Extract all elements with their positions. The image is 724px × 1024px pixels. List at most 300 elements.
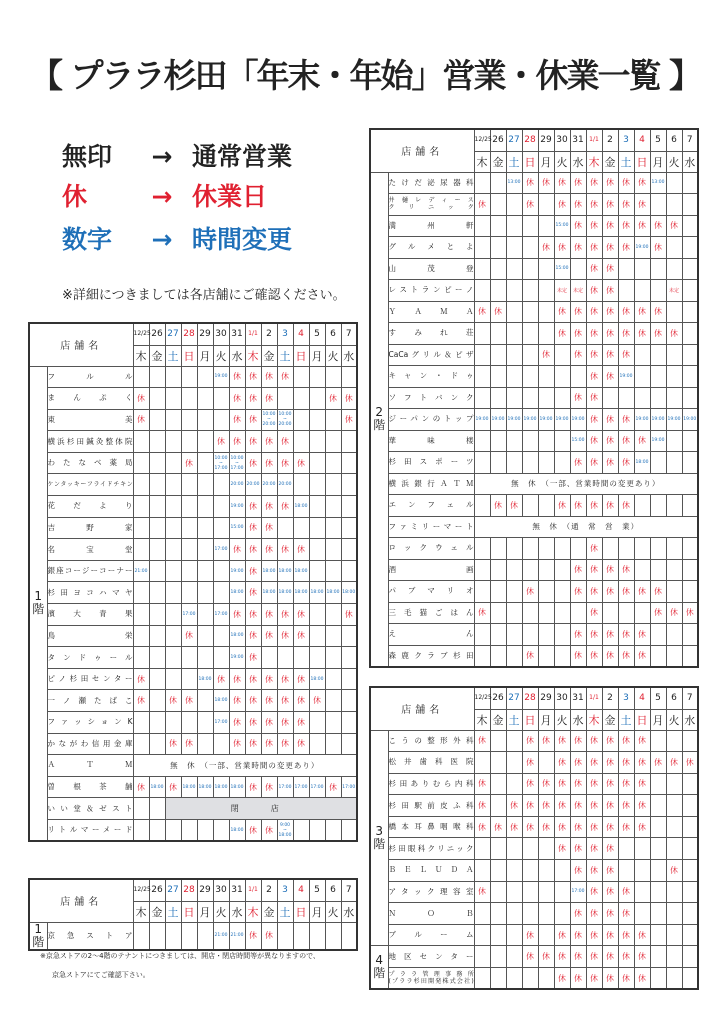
time-change-cell: 18:00 bbox=[181, 776, 197, 798]
holiday-cell: 休 bbox=[586, 795, 602, 817]
normal-cell bbox=[538, 538, 554, 560]
holiday-cell: 休 bbox=[602, 903, 618, 925]
normal-cell bbox=[506, 752, 522, 774]
date-header: 6 bbox=[666, 687, 682, 709]
normal-cell bbox=[650, 645, 666, 667]
holiday-cell: 休 bbox=[650, 581, 666, 603]
normal-cell bbox=[293, 431, 309, 453]
normal-cell bbox=[181, 582, 197, 604]
normal-cell bbox=[650, 258, 666, 280]
holiday-cell: 休 bbox=[602, 730, 618, 752]
store-name: Ｙ Ａ Ｍ Ａ bbox=[388, 301, 474, 323]
date-header: 28 bbox=[181, 323, 197, 345]
footnote: 京急ストアにてご確認下さい。 bbox=[52, 971, 150, 979]
normal-cell bbox=[149, 431, 165, 453]
normal-cell bbox=[197, 647, 213, 669]
normal-cell bbox=[618, 280, 634, 302]
normal-cell bbox=[341, 560, 357, 582]
normal-cell bbox=[554, 344, 570, 366]
normal-cell bbox=[554, 624, 570, 646]
normal-cell bbox=[213, 625, 229, 647]
store-name: アタック理容室 bbox=[388, 881, 474, 903]
normal-cell bbox=[634, 495, 650, 517]
normal-cell bbox=[325, 922, 341, 950]
table-row bbox=[29, 625, 357, 647]
normal-cell bbox=[181, 668, 197, 690]
weekday-header: 木 bbox=[586, 151, 602, 172]
normal-cell bbox=[149, 539, 165, 561]
holiday-cell: 休 bbox=[618, 795, 634, 817]
store-name-header: 店舗名 bbox=[29, 323, 133, 366]
normal-cell bbox=[474, 860, 490, 882]
normal-cell bbox=[602, 602, 618, 624]
normal-cell bbox=[490, 366, 506, 388]
normal-cell bbox=[325, 496, 341, 518]
holiday-cell: 休 bbox=[181, 733, 197, 755]
weekday-header: 火 bbox=[213, 901, 229, 922]
normal-cell bbox=[149, 647, 165, 669]
date-header: 7 bbox=[682, 687, 698, 709]
weekday-header: 火 bbox=[213, 345, 229, 366]
time-change-cell: 9:00 ~ 18:00 bbox=[277, 819, 293, 841]
normal-cell bbox=[165, 474, 181, 496]
normal-cell bbox=[506, 730, 522, 752]
holiday-cell: 休 bbox=[133, 409, 149, 431]
time-change-cell: 17:00 bbox=[341, 776, 357, 798]
normal-cell bbox=[341, 496, 357, 518]
normal-cell bbox=[293, 409, 309, 431]
holiday-cell: 休 bbox=[586, 215, 602, 237]
holiday-cell: 休 bbox=[634, 581, 650, 603]
holiday-cell: 休 bbox=[570, 838, 586, 860]
holiday-cell: 休 bbox=[602, 301, 618, 323]
normal-cell bbox=[309, 560, 325, 582]
floor-label: 2 階 bbox=[370, 172, 388, 667]
holiday-cell: 休 bbox=[570, 237, 586, 259]
holiday-cell: 休 bbox=[586, 237, 602, 259]
time-change-cell: 17:00 bbox=[213, 539, 229, 561]
normal-cell bbox=[506, 946, 522, 968]
normal-cell bbox=[133, 517, 149, 539]
normal-cell bbox=[165, 452, 181, 474]
holiday-cell: 休 bbox=[277, 496, 293, 518]
normal-cell bbox=[341, 922, 357, 950]
weekday-header: 月 bbox=[197, 345, 213, 366]
normal-cell bbox=[181, 647, 197, 669]
normal-cell bbox=[474, 903, 490, 925]
normal-cell bbox=[474, 172, 490, 194]
holiday-cell: 休 bbox=[245, 647, 261, 669]
date-header: 27 bbox=[165, 879, 181, 901]
holiday-cell: 休 bbox=[634, 323, 650, 345]
normal-cell bbox=[506, 301, 522, 323]
weekday-header: 月 bbox=[650, 151, 666, 172]
holiday-cell: 休 bbox=[261, 517, 277, 539]
page-title: 【 プララ杉田「年末・年始」営業・休業一覧 】 bbox=[30, 56, 700, 95]
normal-cell bbox=[522, 860, 538, 882]
holiday-cell: 休 bbox=[618, 968, 634, 990]
time-change-cell: 10:00 ~ 17:00 bbox=[229, 452, 245, 474]
holiday-cell: 休 bbox=[602, 495, 618, 517]
holiday-cell: 休 bbox=[474, 301, 490, 323]
normal-cell bbox=[490, 538, 506, 560]
normal-cell bbox=[474, 323, 490, 345]
date-header: 27 bbox=[165, 323, 181, 345]
holiday-cell: 休 bbox=[634, 172, 650, 194]
holiday-cell: 休 bbox=[602, 409, 618, 431]
holiday-cell: 休 bbox=[602, 860, 618, 882]
store-name: タンドゥール bbox=[47, 647, 133, 669]
date-header: 6 bbox=[325, 879, 341, 901]
normal-cell bbox=[666, 194, 682, 216]
normal-cell bbox=[197, 539, 213, 561]
time-change-cell: 10:00 ~ 17:00 bbox=[213, 452, 229, 474]
holiday-cell: 休 bbox=[586, 387, 602, 409]
table-row bbox=[370, 430, 698, 452]
normal-cell bbox=[538, 881, 554, 903]
holiday-cell: 休 bbox=[341, 604, 357, 626]
legend-value: 休業日 bbox=[192, 182, 268, 211]
holiday-cell: 休 bbox=[586, 323, 602, 345]
normal-cell bbox=[650, 194, 666, 216]
holiday-cell: 休 bbox=[261, 712, 277, 734]
time-change-cell: 18:00 bbox=[325, 582, 341, 604]
normal-cell bbox=[325, 431, 341, 453]
normal-cell bbox=[682, 258, 698, 280]
holiday-cell: 休 bbox=[522, 645, 538, 667]
time-change-cell: 18:00 bbox=[229, 776, 245, 798]
weekday-header: 日 bbox=[522, 151, 538, 172]
holiday-cell: 休 bbox=[618, 752, 634, 774]
table-row bbox=[29, 690, 357, 712]
holiday-cell: 休 bbox=[165, 690, 181, 712]
store-name: 酒 画 bbox=[388, 559, 474, 581]
normal-cell bbox=[682, 816, 698, 838]
normal-cell bbox=[650, 860, 666, 882]
normal-cell bbox=[634, 366, 650, 388]
holiday-cell: 休 bbox=[181, 690, 197, 712]
holiday-cell: 休 bbox=[618, 237, 634, 259]
time-change-cell: 未定 bbox=[570, 280, 586, 302]
normal-cell bbox=[650, 968, 666, 990]
normal-cell bbox=[490, 215, 506, 237]
holiday-cell: 休 bbox=[666, 215, 682, 237]
holiday-cell: 休 bbox=[277, 604, 293, 626]
table-row bbox=[29, 776, 357, 798]
table-row bbox=[370, 624, 698, 646]
holiday-cell: 休 bbox=[586, 602, 602, 624]
normal-cell bbox=[666, 581, 682, 603]
normal-cell bbox=[538, 215, 554, 237]
normal-cell bbox=[341, 539, 357, 561]
weekday-header: 金 bbox=[149, 345, 165, 366]
normal-cell bbox=[165, 712, 181, 734]
weekday-header: 土 bbox=[506, 151, 522, 172]
normal-cell bbox=[506, 838, 522, 860]
weekday-header: 火 bbox=[666, 709, 682, 730]
normal-cell bbox=[133, 604, 149, 626]
date-header: 31 bbox=[570, 129, 586, 151]
time-change-cell: 未定 bbox=[666, 280, 682, 302]
normal-cell bbox=[618, 838, 634, 860]
time-change-cell: 20:00 bbox=[261, 474, 277, 496]
weekday-header: 木 bbox=[133, 345, 149, 366]
table-row bbox=[370, 881, 698, 903]
normal-cell bbox=[149, 712, 165, 734]
normal-cell bbox=[474, 838, 490, 860]
normal-cell bbox=[506, 280, 522, 302]
normal-cell bbox=[277, 922, 293, 950]
holiday-cell: 休 bbox=[570, 495, 586, 517]
date-header: 26 bbox=[149, 879, 165, 901]
date-header: 31 bbox=[570, 687, 586, 709]
normal-cell bbox=[506, 194, 522, 216]
date-header: 7 bbox=[341, 879, 357, 901]
store-name: レストランピーノ bbox=[388, 280, 474, 302]
date-header: 31 bbox=[229, 879, 245, 901]
normal-cell bbox=[522, 452, 538, 474]
normal-cell bbox=[325, 647, 341, 669]
table-row bbox=[370, 968, 698, 990]
normal-cell bbox=[309, 922, 325, 950]
normal-cell bbox=[213, 733, 229, 755]
normal-cell bbox=[165, 409, 181, 431]
normal-cell bbox=[506, 581, 522, 603]
holiday-cell: 休 bbox=[261, 668, 277, 690]
holiday-cell: 休 bbox=[586, 881, 602, 903]
normal-cell bbox=[165, 517, 181, 539]
normal-cell bbox=[506, 881, 522, 903]
store-name: 花 だ よ り bbox=[47, 496, 133, 518]
holiday-cell: 休 bbox=[618, 323, 634, 345]
normal-cell bbox=[650, 366, 666, 388]
normal-cell bbox=[682, 946, 698, 968]
normal-cell bbox=[261, 647, 277, 669]
weekday-header: 日 bbox=[634, 709, 650, 730]
normal-cell bbox=[197, 452, 213, 474]
weekday-header: 金 bbox=[149, 901, 165, 922]
normal-cell bbox=[325, 366, 341, 388]
normal-cell bbox=[325, 690, 341, 712]
normal-cell bbox=[149, 819, 165, 841]
normal-cell bbox=[650, 903, 666, 925]
store-name: ファッションK bbox=[47, 712, 133, 734]
normal-cell bbox=[538, 495, 554, 517]
normal-cell bbox=[682, 559, 698, 581]
normal-cell bbox=[650, 881, 666, 903]
normal-cell bbox=[538, 924, 554, 946]
normal-cell bbox=[538, 581, 554, 603]
normal-cell bbox=[506, 258, 522, 280]
holiday-cell: 休 bbox=[554, 730, 570, 752]
date-header: 5 bbox=[309, 879, 325, 901]
normal-cell bbox=[650, 924, 666, 946]
time-change-cell: 18:00 bbox=[277, 582, 293, 604]
date-header: 1/1 bbox=[586, 687, 602, 709]
normal-cell bbox=[165, 496, 181, 518]
normal-cell bbox=[181, 366, 197, 388]
normal-cell bbox=[133, 474, 149, 496]
normal-cell bbox=[554, 366, 570, 388]
store-name: 杉田スポーツ bbox=[388, 452, 474, 474]
weekday-header: 月 bbox=[197, 901, 213, 922]
normal-cell bbox=[506, 924, 522, 946]
normal-cell bbox=[181, 517, 197, 539]
weekday-header: 土 bbox=[618, 709, 634, 730]
holiday-cell: 休 bbox=[586, 172, 602, 194]
store-name: パブマリオ bbox=[388, 581, 474, 603]
normal-cell bbox=[149, 452, 165, 474]
holiday-cell: 休 bbox=[261, 733, 277, 755]
table-row bbox=[29, 668, 357, 690]
normal-cell bbox=[474, 624, 490, 646]
table-row bbox=[29, 409, 357, 431]
normal-cell bbox=[474, 968, 490, 990]
table-row bbox=[29, 582, 357, 604]
time-change-cell: 19:00 bbox=[229, 496, 245, 518]
date-header: 4 bbox=[634, 687, 650, 709]
holiday-cell: 休 bbox=[245, 431, 261, 453]
table-row bbox=[370, 387, 698, 409]
store-name: いい堂＆ゼスト bbox=[47, 798, 133, 820]
holiday-cell: 休 bbox=[634, 645, 650, 667]
holiday-cell: 休 bbox=[277, 452, 293, 474]
normal-cell bbox=[309, 625, 325, 647]
holiday-cell: 休 bbox=[245, 668, 261, 690]
normal-cell bbox=[682, 194, 698, 216]
normal-cell bbox=[197, 819, 213, 841]
normal-cell bbox=[490, 968, 506, 990]
holiday-cell: 休 bbox=[586, 752, 602, 774]
normal-cell bbox=[666, 172, 682, 194]
time-change-cell: 19:00 bbox=[634, 237, 650, 259]
holiday-cell: 休 bbox=[229, 388, 245, 410]
normal-cell bbox=[325, 539, 341, 561]
normal-cell bbox=[666, 538, 682, 560]
store-name: 横浜杉田鍼灸整体院 bbox=[47, 431, 133, 453]
holiday-cell: 休 bbox=[618, 730, 634, 752]
normal-cell bbox=[570, 538, 586, 560]
normal-cell bbox=[538, 430, 554, 452]
normal-cell bbox=[474, 237, 490, 259]
holiday-cell: 休 bbox=[245, 625, 261, 647]
normal-cell bbox=[474, 581, 490, 603]
holiday-cell: 休 bbox=[650, 237, 666, 259]
normal-cell bbox=[522, 903, 538, 925]
time-change-cell: 18:00 bbox=[229, 625, 245, 647]
weekday-header: 水 bbox=[229, 901, 245, 922]
normal-cell bbox=[666, 730, 682, 752]
time-change-cell: 19:00 bbox=[650, 409, 666, 431]
normal-cell bbox=[149, 690, 165, 712]
holiday-cell: 休 bbox=[650, 752, 666, 774]
holiday-cell: 休 bbox=[570, 387, 586, 409]
table-row bbox=[370, 860, 698, 882]
normal-cell bbox=[522, 344, 538, 366]
note: ※詳細につきましては各店舗にご確認ください。 bbox=[62, 288, 346, 303]
normal-cell bbox=[538, 645, 554, 667]
normal-cell bbox=[538, 559, 554, 581]
date-header: 5 bbox=[650, 129, 666, 151]
time-change-cell: 18:00 bbox=[293, 496, 309, 518]
holiday-cell: 休 bbox=[602, 430, 618, 452]
normal-cell bbox=[197, 625, 213, 647]
normal-cell bbox=[309, 712, 325, 734]
normal-cell bbox=[554, 645, 570, 667]
store-name-header: 店舗名 bbox=[370, 687, 474, 730]
normal-cell bbox=[474, 215, 490, 237]
table-row bbox=[370, 645, 698, 667]
normal-cell bbox=[682, 968, 698, 990]
normal-cell bbox=[490, 237, 506, 259]
normal-cell bbox=[682, 366, 698, 388]
holiday-cell: 休 bbox=[618, 881, 634, 903]
time-change-cell: 17:00 bbox=[293, 776, 309, 798]
store-name: かながわ信用金庫 bbox=[47, 733, 133, 755]
normal-cell bbox=[554, 452, 570, 474]
holiday-cell: 休 bbox=[634, 194, 650, 216]
holiday-cell: 休 bbox=[133, 690, 149, 712]
holiday-cell: 休 bbox=[277, 712, 293, 734]
date-header: 1/1 bbox=[245, 323, 261, 345]
normal-cell bbox=[325, 474, 341, 496]
normal-cell bbox=[618, 860, 634, 882]
normal-cell bbox=[522, 495, 538, 517]
normal-cell bbox=[682, 903, 698, 925]
holiday-cell: 休 bbox=[634, 773, 650, 795]
holiday-cell: 休 bbox=[261, 604, 277, 626]
normal-cell bbox=[666, 881, 682, 903]
holiday-cell: 休 bbox=[570, 624, 586, 646]
weekday-header: 火 bbox=[554, 151, 570, 172]
normal-cell bbox=[538, 258, 554, 280]
normal-cell bbox=[213, 819, 229, 841]
normal-cell bbox=[309, 733, 325, 755]
weekday-header: 土 bbox=[277, 901, 293, 922]
normal-cell bbox=[554, 387, 570, 409]
time-change-cell: 19:00 bbox=[229, 647, 245, 669]
normal-cell bbox=[133, 922, 149, 950]
normal-cell bbox=[666, 816, 682, 838]
holiday-cell: 休 bbox=[634, 752, 650, 774]
normal-cell bbox=[277, 647, 293, 669]
time-change-cell: 18:00 bbox=[197, 776, 213, 798]
holiday-cell: 休 bbox=[474, 194, 490, 216]
normal-cell bbox=[309, 409, 325, 431]
holiday-cell: 休 bbox=[634, 946, 650, 968]
holiday-cell: 休 bbox=[474, 730, 490, 752]
normal-cell bbox=[570, 602, 586, 624]
normal-cell bbox=[490, 430, 506, 452]
normal-cell bbox=[213, 517, 229, 539]
normal-cell bbox=[522, 258, 538, 280]
floor-label: 1 階 bbox=[29, 366, 47, 841]
holiday-cell: 休 bbox=[213, 668, 229, 690]
holiday-cell: 休 bbox=[490, 495, 506, 517]
normal-cell bbox=[165, 625, 181, 647]
normal-cell bbox=[506, 430, 522, 452]
normal-cell bbox=[634, 280, 650, 302]
normal-cell bbox=[538, 860, 554, 882]
holiday-cell: 休 bbox=[570, 752, 586, 774]
date-header: 27 bbox=[506, 687, 522, 709]
holiday-cell: 休 bbox=[586, 838, 602, 860]
normal-cell bbox=[474, 387, 490, 409]
weekday-header: 土 bbox=[506, 709, 522, 730]
normal-cell bbox=[666, 838, 682, 860]
holiday-cell: 休 bbox=[522, 816, 538, 838]
holiday-cell: 休 bbox=[634, 968, 650, 990]
